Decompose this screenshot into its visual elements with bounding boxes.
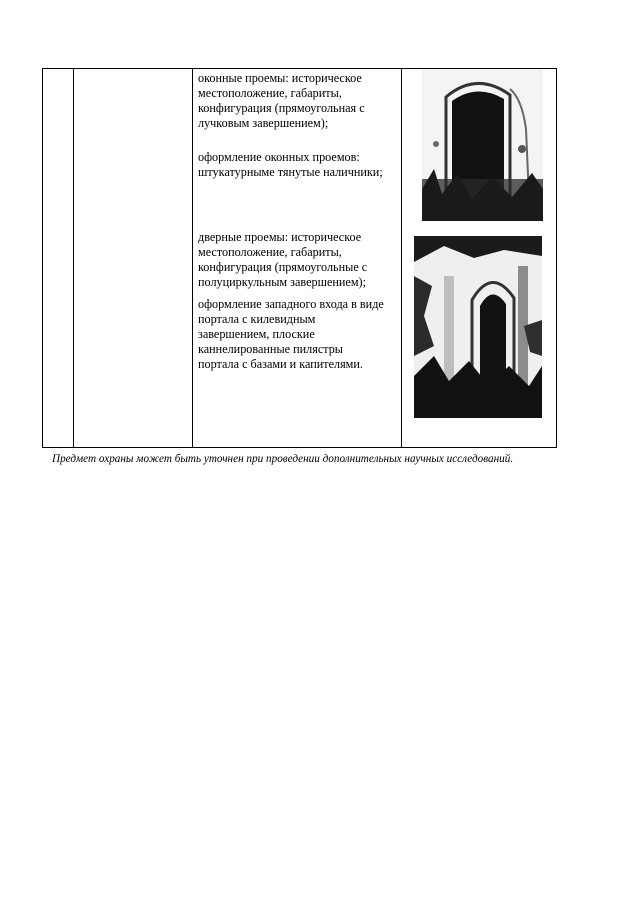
portal-photo <box>414 236 542 418</box>
column-divider-2 <box>192 69 193 447</box>
west-entrance-text: оформление западного входа в виде портала с килевидным завершением, плоские каннелированные пилястры портала с базами и капителями. <box>198 297 384 371</box>
window-decoration-text: оформление оконных проемов: штукатурныме тянутые наличники; <box>198 150 383 179</box>
door-openings-text: дверные проемы: историческое местоположение, габариты, конфигурация (прямоугольные с полуциркульным завершением); <box>198 230 368 289</box>
footnote: Предмет охраны может быть уточнен при проведении дополнительных научных исследований. <box>52 453 514 465</box>
column-divider-3 <box>401 69 402 447</box>
window-openings-text: оконные проемы: историческое местоположение, габариты, конфигурация (прямоугольная с лучковым завершением); <box>198 71 365 130</box>
window-photo <box>422 69 543 221</box>
column-divider-1 <box>73 69 74 447</box>
